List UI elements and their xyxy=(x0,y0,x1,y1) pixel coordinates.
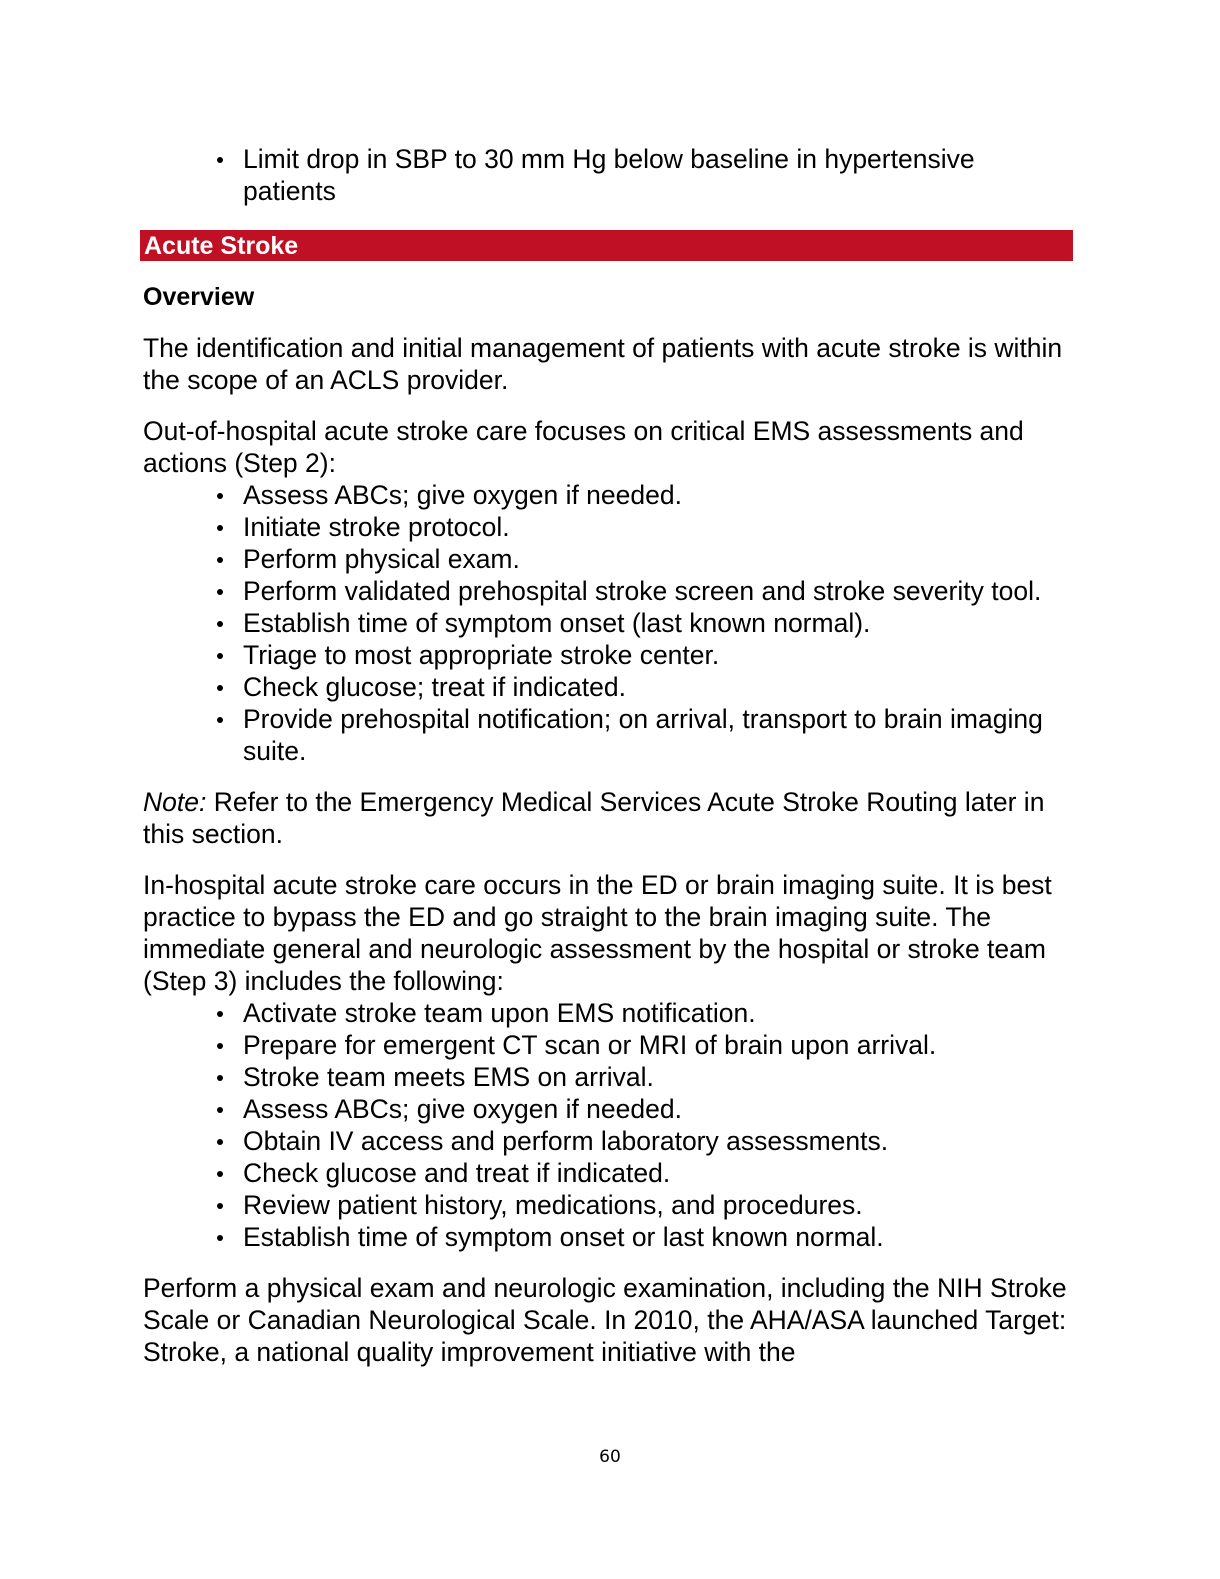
list-item xyxy=(143,703,1073,767)
note-paragraph xyxy=(143,786,1073,850)
subheading-overview: Overview xyxy=(143,283,255,311)
section-title: Acute Stroke xyxy=(144,232,299,260)
out-of-hospital-list xyxy=(143,479,1073,767)
list-item xyxy=(143,1157,1073,1189)
list-item-text: Activate stroke team upon EMS notification. xyxy=(243,998,756,1028)
list-item-text: Triage to most appropriate stroke center. xyxy=(243,640,720,670)
bullet-icon xyxy=(217,653,223,659)
list-item xyxy=(143,607,1073,639)
list-item xyxy=(143,543,1073,575)
list-item-text: Establish time of symptom onset or last known normal. xyxy=(243,1222,884,1252)
intro-paragraph: The identification and initial management of patients with acute stroke is within the scope of an ACLS provider. xyxy=(143,333,1063,395)
list-item xyxy=(143,1029,1073,1061)
list-item xyxy=(143,1189,1073,1221)
list-item xyxy=(143,1061,1073,1093)
list-item-text: Provide prehospital notification; on arrival, transport to brain imaging suite. xyxy=(243,704,1043,766)
list-item xyxy=(143,1093,1073,1125)
list-item-text: Initiate stroke protocol. xyxy=(243,512,510,542)
bullet-icon xyxy=(217,1011,223,1017)
bullet-icon xyxy=(217,685,223,691)
bullet-icon xyxy=(217,589,223,595)
list-item-text: Perform validated prehospital stroke screen and stroke severity tool. xyxy=(243,576,1042,606)
list-item-text: Check glucose; treat if indicated. xyxy=(243,672,626,702)
bullet-icon xyxy=(217,557,223,563)
list-item-text: Review patient history, medications, and procedures. xyxy=(243,1190,863,1220)
top-bullet-list xyxy=(143,143,1073,207)
bullet-icon xyxy=(217,1107,223,1113)
bullet-icon xyxy=(217,493,223,499)
note-label: Note: xyxy=(143,787,207,817)
bullet-icon xyxy=(217,1043,223,1049)
list-item-text: Establish time of symptom onset (last known normal). xyxy=(243,608,871,638)
bullet-icon xyxy=(217,157,223,163)
list-item xyxy=(143,671,1073,703)
bullet-icon xyxy=(217,1171,223,1177)
bullet-icon xyxy=(217,525,223,531)
list-item-text: Stroke team meets EMS on arrival. xyxy=(243,1062,654,1092)
list-item-text: Prepare for emergent CT scan or MRI of brain upon arrival. xyxy=(243,1030,937,1060)
list-item xyxy=(143,143,1073,207)
bullet-icon xyxy=(217,1203,223,1209)
list-item-text: Assess ABCs; give oxygen if needed. xyxy=(243,1094,682,1124)
closing-paragraph: Perform a physical exam and neurologic examination, including the NIH Stroke Scale or Canadian Neurological Scale. In 2010, the AHA/ASA launched Target: Stroke, a national quality improvement initiative with the xyxy=(143,1273,1067,1367)
list-item xyxy=(143,997,1073,1029)
list-item xyxy=(143,1221,1073,1253)
page-number: 60 xyxy=(599,1447,621,1467)
bullet-icon xyxy=(217,717,223,723)
list-item xyxy=(143,639,1073,671)
list-item-text: Assess ABCs; give oxygen if needed. xyxy=(243,480,682,510)
bullet-icon xyxy=(217,1075,223,1081)
list-item xyxy=(143,575,1073,607)
note-text: Refer to the Emergency Medical Services Acute Stroke Routing later in this section. xyxy=(143,787,1045,849)
section-content xyxy=(143,281,1073,1368)
bullet-icon xyxy=(217,621,223,627)
bullet-icon xyxy=(217,1235,223,1241)
list-item xyxy=(143,479,1073,511)
section-header-bar xyxy=(140,230,1073,261)
in-hospital-lead: In-hospital acute stroke care occurs in the ED or brain imaging suite. It is best practice to bypass the ED and go straight to the brain imaging suite. The immediate general and neurologic assessment by the hospital or stroke team (Step 3) includes the following: xyxy=(143,870,1052,996)
list-item-text: Perform physical exam. xyxy=(243,544,520,574)
in-hospital-list xyxy=(143,997,1073,1253)
out-of-hospital-lead: Out-of-hospital acute stroke care focuses on critical EMS assessments and actions (Step 2): xyxy=(143,416,1024,478)
page-content xyxy=(143,143,1073,207)
list-item-text: Obtain IV access and perform laboratory assessments. xyxy=(243,1126,889,1156)
list-item xyxy=(143,511,1073,543)
list-item-text: Check glucose and treat if indicated. xyxy=(243,1158,671,1188)
list-item xyxy=(143,1125,1073,1157)
bullet-icon xyxy=(217,1139,223,1145)
list-item-text: Limit drop in SBP to 30 mm Hg below baseline in hypertensive patients xyxy=(243,144,975,206)
